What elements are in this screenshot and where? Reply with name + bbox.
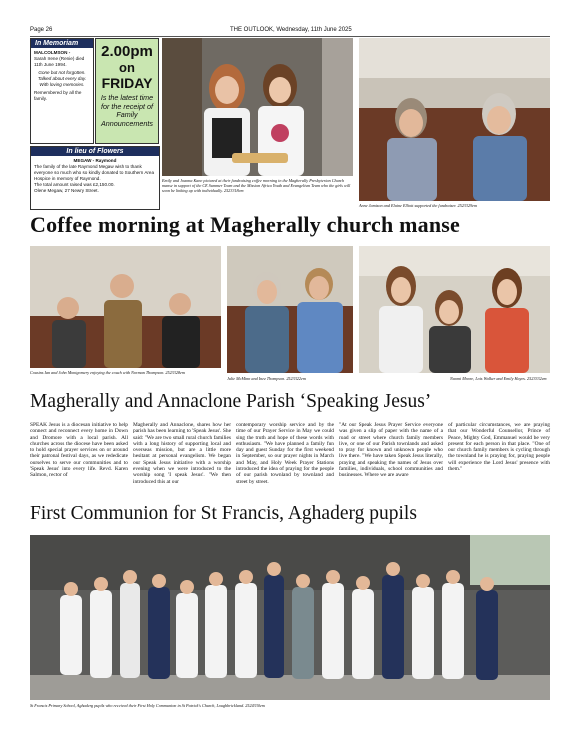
flowers-body-wrap [31, 156, 159, 196]
photo-moore-walker-hayes [359, 246, 550, 373]
article-col-1: SPEAK Jesus is a diocesan initiative to help connect and reconnect every home in Down and Dromore with a local parish. All churches across the diocese have been asked to hold special prayer services on or around their patronal festival days, as we rededicate ourselves to serve our communities and to 'Speak Jesus' into every life. Revd. Karen Salmon, rector of [30, 422, 128, 479]
deadline-text: Is the latest time for the receipt of Family Announcements [100, 93, 154, 128]
photo-anne-elaine-graphic [359, 38, 550, 201]
memoriam-body [31, 48, 93, 104]
headline-coffee-morning: Coffee morning at Magherally church manse [30, 212, 461, 237]
caption-bottom: St Francis Primary School, Aghaderg pupils who received their First Holy Communion in St Patrick's Church, Loughbrickland. 2524330em [30, 703, 265, 708]
flowers-box [30, 146, 160, 210]
flowers-address: Olene Megaw, 27 Newry Street. [34, 188, 99, 193]
page-header [30, 24, 550, 37]
article-col-4: "At our Speak Jesus Prayer Service everyone was given a slip of paper with the name of a road or street where church family members live, or one of our Parish townlands and asked to pray for known and unknown people who live there. "We have taken Speak Jesus literally, praying and speaking the names of Jesus over families, individuals, school communities and businesses. Where we are aware [339, 422, 443, 479]
photo-first-communion-group-graphic [30, 535, 550, 700]
article-col-5: of particular circumstances, we are praying that our Wonderful Counsellor, Prince of Peace, Mighty God, Emmanuel would be very present for each person in that place. "One of our church family members is cycling through the townland he is praying for, praying people will experience the Lord Jesus' presence with them." [448, 422, 550, 473]
photo-moore-walker-hayes-graphic [359, 246, 550, 373]
page-number: Page 26 [30, 27, 53, 33]
memoriam-signoff: Remembered by all the family. [34, 90, 82, 101]
photo-emily-joanna-graphic [162, 38, 353, 176]
article-col-2: Magherally and Annaclone, shares how her parish has been learning to 'Speak Jesus'. She said: "We are two small rural church families with a long history of supporting local and overseas mission, but are a little more hesitant at personal evangelism. We began our Speak Jesus initiative with a worship evening when we were introduced to the worship song 'I speak Jesus'. "We then introduced this at our [133, 422, 231, 485]
deadline-on: on [119, 60, 135, 75]
article-col-3: contemporary worship service and by the time of our Prayer Service in May we could sing the truth and hope of these words with enthusiasm. "We have planned a family fun day and guest Sunday for the first weekend in September, so our prayer nights in March and May, and Holy Week Prayer Stations introduced the idea of praying for the people of our parish townland by townland and street by street. [236, 422, 334, 485]
flowers-name: MEGAW - Raymond [73, 158, 117, 163]
headline-speaking-jesus: Magherally and Annaclone Parish ‘Speaking Jesus’ [30, 391, 432, 412]
photo-mcminn-thompson-graphic [227, 246, 353, 373]
flowers-heading: In lieu of Flowers [31, 147, 159, 156]
photo-anne-elaine [359, 38, 550, 201]
photo-mcminn-thompson [227, 246, 353, 373]
caption-mid-1: Cousins Ian and John Montgomery enjoying the couch with Norman Thompson. 2523328em [30, 370, 185, 375]
flowers-total: The total amount raised was £2,150.00. [34, 182, 115, 187]
children-row [60, 575, 498, 680]
memoriam-verse: Gone but not forgotten. Talked about every day. With loving memories. [37, 70, 87, 87]
deadline-notice [95, 38, 159, 144]
caption-mid-3: Naomi Moore, Lois Walker and Emily Hayes. 2523332em [450, 376, 547, 381]
photo-emily-joanna [162, 38, 353, 176]
deadline-time: 2.00pm [101, 43, 153, 60]
memoriam-box [30, 38, 94, 144]
memoriam-details: Sarah Irene (Renie) died 11th June 1994. [34, 56, 85, 67]
caption-top-2: Anne Jamison and Elaine Elliott supported the fundraiser. 2523329em [359, 203, 478, 208]
photo-montgomery-thompson-graphic [30, 246, 221, 368]
caption-top-1: Emily and Joanna Kane pictured at their fundraising coffee morning in the Magherally Presbyterian Church manse in support of the CE Summer Team and the Mission Africa Youth and Evangelism Team who the girls will soon be linking up with individually. 2523318em [162, 178, 351, 194]
memoriam-name: MALCOLMSON - [34, 50, 71, 55]
flowers-body: The family of the late Raymond Megaw wish to thank everyone so much who so kindly donated to Southern Area Hospice in memory of Raymond. [34, 164, 155, 181]
paper-dateline: THE OUTLOOK, Wednesday, 11th June 2025 [230, 27, 352, 33]
headline-first-communion: First Communion for St Francis, Aghaderg pupils [30, 503, 417, 524]
photo-montgomery-thompson [30, 246, 221, 368]
photo-first-communion-group [30, 535, 550, 700]
memoriam-heading: In Memoriam [31, 39, 93, 48]
deadline-day: FRIDAY [101, 75, 153, 91]
caption-mid-2: Julie McMinn and Inez Thompson. 2523322em [227, 376, 306, 381]
